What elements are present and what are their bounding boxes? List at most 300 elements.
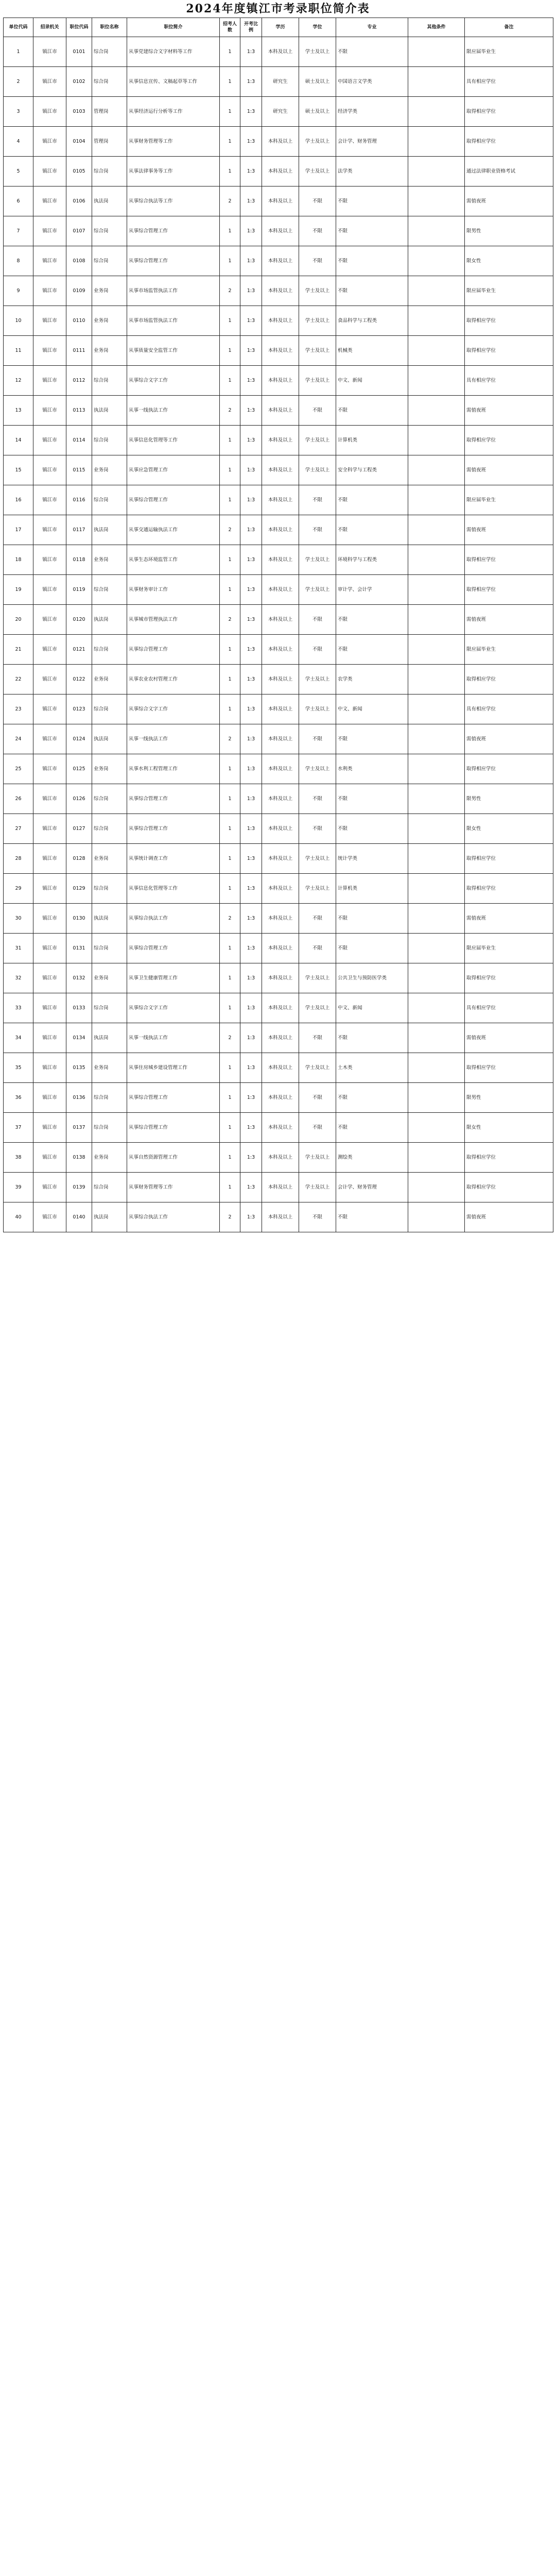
- cell-text: 不限: [312, 527, 322, 533]
- cell-text: 1: [228, 556, 232, 563]
- cell-text: 本科及以上: [268, 347, 293, 353]
- cell-text: 1:3: [247, 646, 255, 652]
- table-row: [4, 1083, 553, 1113]
- cell-intro: [127, 605, 220, 635]
- cell-text: 业务岗: [94, 556, 109, 563]
- cell-text: 从事一线执法工作: [129, 407, 168, 413]
- cell-text: 0134: [73, 1035, 85, 1041]
- cell-name: [92, 904, 127, 934]
- cell-edu: [262, 605, 299, 635]
- cell-degree: [299, 1053, 336, 1083]
- cell-text: 取得相应学位: [466, 885, 496, 891]
- cell-name: [92, 1023, 127, 1053]
- column-header: 专业: [336, 18, 408, 37]
- cell-text: 学士及以上: [305, 1154, 330, 1160]
- cell-text: 1: [228, 1184, 232, 1190]
- column-header: 职位简介: [127, 18, 220, 37]
- cell-text: 具有相应学位: [466, 1005, 496, 1011]
- cell-unit: [33, 246, 66, 276]
- cell-index: 5: [4, 157, 33, 187]
- cell-text: 镇江市: [42, 1064, 57, 1071]
- cell-other: [408, 635, 465, 665]
- cell-major: [336, 993, 408, 1023]
- cell-num: [220, 1053, 240, 1083]
- cell-text: 需值夜班: [466, 616, 486, 622]
- cell-other: [408, 67, 465, 97]
- cell-name: [92, 665, 127, 694]
- cell-text: 需值夜班: [466, 1035, 486, 1041]
- cell-text: 业务岗: [94, 287, 109, 294]
- table-row: [4, 157, 553, 187]
- cell-text: 从事法律事务等工作: [129, 168, 173, 174]
- cell-text: 会计学、财务管理: [338, 138, 377, 144]
- cell-text: 2: [228, 198, 232, 204]
- cell-text: 综合岗: [94, 885, 109, 891]
- cell-text: 不限: [338, 48, 348, 55]
- cell-text: 1:3: [247, 138, 255, 144]
- cell-text: 镇江市: [42, 138, 57, 144]
- cell-text: 0116: [73, 497, 85, 503]
- cell-code: [66, 575, 92, 605]
- cell-name: [92, 754, 127, 784]
- cell-name: [92, 306, 127, 336]
- cell-ratio: [240, 246, 262, 276]
- cell-text: 0102: [73, 78, 85, 84]
- cell-degree: [299, 216, 336, 246]
- cell-degree: [299, 276, 336, 306]
- cell-text: 1:3: [247, 228, 255, 234]
- cell-text: 0104: [73, 138, 85, 144]
- cell-text: 本科及以上: [268, 258, 293, 264]
- cell-code: [66, 605, 92, 635]
- cell-num: [220, 246, 240, 276]
- cell-major: [336, 635, 408, 665]
- cell-ratio: [240, 635, 262, 665]
- cell-note: [465, 216, 553, 246]
- cell-major: [336, 246, 408, 276]
- cell-text: 镇江市: [42, 347, 57, 353]
- table-row: [4, 635, 553, 665]
- cell-text: 不限: [338, 228, 348, 234]
- cell-major: [336, 396, 408, 426]
- cell-text: 综合岗: [94, 945, 109, 951]
- cell-text: 限应届毕业生: [466, 945, 496, 951]
- cell-edu: [262, 276, 299, 306]
- cell-code: [66, 396, 92, 426]
- cell-edu: [262, 934, 299, 963]
- cell-edu: [262, 1173, 299, 1202]
- cell-unit: [33, 575, 66, 605]
- cell-unit: [33, 97, 66, 127]
- cell-text: 从事综合管理工作: [129, 497, 168, 503]
- cell-other: [408, 1202, 465, 1232]
- cell-code: [66, 904, 92, 934]
- cell-text: 1: [228, 945, 232, 951]
- cell-text: 需值夜班: [466, 915, 486, 921]
- cell-text: 0108: [73, 258, 85, 264]
- cell-text: 镇江市: [42, 825, 57, 832]
- cell-text: 镇江市: [42, 108, 57, 114]
- cell-text: 从事综合管理工作: [129, 795, 168, 802]
- cell-text: 0131: [73, 945, 85, 951]
- cell-text: 学士及以上: [305, 48, 330, 55]
- cell-text: 综合岗: [94, 437, 109, 443]
- cell-text: 不限: [338, 646, 348, 652]
- cell-text: 不限: [338, 1124, 348, 1130]
- cell-major: [336, 306, 408, 336]
- cell-text: 综合岗: [94, 706, 109, 712]
- cell-degree: [299, 605, 336, 635]
- cell-degree: [299, 724, 336, 754]
- cell-text: 取得相应学位: [466, 1154, 496, 1160]
- cell-text: 2: [228, 527, 232, 533]
- cell-text: 从事住房城乡建设管理工作: [129, 1064, 188, 1071]
- cell-unit: [33, 485, 66, 515]
- cell-degree: [299, 37, 336, 67]
- cell-intro: [127, 1143, 220, 1173]
- cell-index: 22: [4, 665, 33, 694]
- cell-text: 综合岗: [94, 497, 109, 503]
- cell-intro: [127, 515, 220, 545]
- cell-major: [336, 963, 408, 993]
- cell-edu: [262, 963, 299, 993]
- cell-text: 执法岗: [94, 407, 109, 413]
- cell-ratio: [240, 426, 262, 455]
- cell-degree: [299, 1202, 336, 1232]
- cell-index: 12: [4, 366, 33, 396]
- cell-ratio: [240, 515, 262, 545]
- cell-num: [220, 694, 240, 724]
- cell-text: 从事财务管理等工作: [129, 1184, 173, 1190]
- cell-other: [408, 276, 465, 306]
- cell-text: 本科及以上: [268, 616, 293, 622]
- cell-major: [336, 545, 408, 575]
- cell-text: 从事综合管理工作: [129, 1124, 168, 1130]
- cell-code: [66, 1173, 92, 1202]
- cell-intro: [127, 724, 220, 754]
- cell-text: 0103: [73, 108, 85, 114]
- cell-degree: [299, 246, 336, 276]
- cell-text: 环境科学与工程类: [338, 556, 377, 563]
- cell-text: 不限: [338, 497, 348, 503]
- cell-intro: [127, 485, 220, 515]
- cell-index: 29: [4, 874, 33, 904]
- cell-major: [336, 485, 408, 515]
- cell-unit: [33, 187, 66, 216]
- cell-text: 本科及以上: [268, 407, 293, 413]
- cell-ratio: [240, 1143, 262, 1173]
- cell-intro: [127, 336, 220, 366]
- cell-text: 从事市场监管执法工作: [129, 317, 178, 324]
- cell-edu: [262, 1202, 299, 1232]
- cell-text: 1:3: [247, 676, 255, 682]
- cell-intro: [127, 934, 220, 963]
- cell-major: [336, 1173, 408, 1202]
- cell-text: 0112: [73, 377, 85, 383]
- column-header: 招录机关: [33, 18, 66, 37]
- cell-degree: [299, 426, 336, 455]
- cell-name: [92, 157, 127, 187]
- cell-major: [336, 366, 408, 396]
- table-row: [4, 665, 553, 694]
- cell-text: 不限: [338, 258, 348, 264]
- cell-text: 1:3: [247, 825, 255, 832]
- cell-text: 本科及以上: [268, 885, 293, 891]
- cell-text: 0114: [73, 437, 85, 443]
- cell-text: 从事综合管理工作: [129, 1094, 168, 1100]
- cell-text: 0138: [73, 1154, 85, 1160]
- cell-text: 不限: [338, 527, 348, 533]
- cell-text: 镇江市: [42, 586, 57, 592]
- cell-degree: [299, 396, 336, 426]
- table-row: [4, 814, 553, 844]
- cell-note: [465, 366, 553, 396]
- cell-text: 执法岗: [94, 198, 109, 204]
- cell-text: 镇江市: [42, 975, 57, 981]
- cell-text: 1:3: [247, 287, 255, 294]
- cell-ratio: [240, 784, 262, 814]
- cell-major: [336, 1143, 408, 1173]
- cell-text: 本科及以上: [268, 467, 293, 473]
- cell-num: [220, 396, 240, 426]
- cell-note: [465, 246, 553, 276]
- cell-unit: [33, 306, 66, 336]
- cell-note: [465, 1083, 553, 1113]
- cell-text: 本科及以上: [268, 228, 293, 234]
- cell-name: [92, 694, 127, 724]
- table-row: [4, 724, 553, 754]
- cell-text: 研究生: [273, 108, 288, 114]
- cell-text: 1: [228, 1094, 232, 1100]
- cell-degree: [299, 993, 336, 1023]
- cell-text: 镇江市: [42, 407, 57, 413]
- cell-intro: [127, 784, 220, 814]
- cell-other: [408, 754, 465, 784]
- cell-text: 会计学、财务管理: [338, 1184, 377, 1190]
- cell-code: [66, 1023, 92, 1053]
- cell-text: 1:3: [247, 706, 255, 712]
- cell-text: 硕士及以上: [305, 108, 330, 114]
- cell-other: [408, 127, 465, 157]
- cell-text: 不限: [312, 945, 322, 951]
- cell-text: 具有相应学位: [466, 706, 496, 712]
- cell-text: 本科及以上: [268, 766, 293, 772]
- table-row: [4, 545, 553, 575]
- cell-text: 本科及以上: [268, 706, 293, 712]
- cell-ratio: [240, 844, 262, 874]
- cell-unit: [33, 963, 66, 993]
- cell-note: [465, 37, 553, 67]
- cell-text: 1:3: [247, 1035, 255, 1041]
- cell-code: [66, 216, 92, 246]
- column-header: 其他条件: [408, 18, 465, 37]
- cell-text: 从事生态环境监管工作: [129, 556, 178, 563]
- cell-degree: [299, 754, 336, 784]
- cell-other: [408, 694, 465, 724]
- cell-text: 从事水利工程管理工作: [129, 766, 178, 772]
- cell-num: [220, 963, 240, 993]
- cell-num: [220, 635, 240, 665]
- cell-text: 本科及以上: [268, 1184, 293, 1190]
- cell-text: 研究生: [273, 78, 288, 84]
- cell-name: [92, 97, 127, 127]
- cell-text: 学士及以上: [305, 317, 330, 324]
- cell-text: 镇江市: [42, 706, 57, 712]
- cell-edu: [262, 336, 299, 366]
- table-row: [4, 67, 553, 97]
- cell-other: [408, 1143, 465, 1173]
- cell-intro: [127, 1053, 220, 1083]
- cell-text: 2: [228, 616, 232, 622]
- cell-major: [336, 127, 408, 157]
- cell-num: [220, 665, 240, 694]
- cell-text: 不限: [338, 736, 348, 742]
- cell-text: 管理岗: [94, 108, 109, 114]
- cell-note: [465, 455, 553, 485]
- table-row: [4, 993, 553, 1023]
- cell-unit: [33, 336, 66, 366]
- cell-text: 1:3: [247, 616, 255, 622]
- cell-text: 限女性: [466, 258, 481, 264]
- cell-index: 19: [4, 575, 33, 605]
- cell-text: 从事综合管理工作: [129, 228, 168, 234]
- cell-intro: [127, 814, 220, 844]
- cell-note: [465, 426, 553, 455]
- cell-num: [220, 605, 240, 635]
- cell-other: [408, 515, 465, 545]
- cell-text: 取得相应学位: [466, 556, 496, 563]
- cell-text: 需值夜班: [466, 1214, 486, 1220]
- cell-text: 镇江市: [42, 766, 57, 772]
- cell-text: 不限: [338, 198, 348, 204]
- cell-note: [465, 485, 553, 515]
- column-header: 备注: [465, 18, 553, 37]
- cell-ratio: [240, 874, 262, 904]
- cell-num: [220, 934, 240, 963]
- cell-other: [408, 993, 465, 1023]
- cell-text: 镇江市: [42, 467, 57, 473]
- cell-other: [408, 1173, 465, 1202]
- cell-ratio: [240, 396, 262, 426]
- cell-note: [465, 724, 553, 754]
- cell-ratio: [240, 306, 262, 336]
- cell-edu: [262, 635, 299, 665]
- cell-text: 从事综合文字工作: [129, 706, 168, 712]
- cell-text: 镇江市: [42, 616, 57, 622]
- cell-index: 30: [4, 904, 33, 934]
- cell-major: [336, 37, 408, 67]
- cell-code: [66, 814, 92, 844]
- cell-num: [220, 157, 240, 187]
- cell-unit: [33, 1173, 66, 1202]
- cell-code: [66, 1083, 92, 1113]
- cell-text: 1:3: [247, 407, 255, 413]
- cell-intro: [127, 455, 220, 485]
- cell-text: 1: [228, 706, 232, 712]
- cell-text: 2: [228, 407, 232, 413]
- cell-major: [336, 187, 408, 216]
- cell-major: [336, 1202, 408, 1232]
- cell-unit: [33, 635, 66, 665]
- cell-edu: [262, 993, 299, 1023]
- cell-degree: [299, 187, 336, 216]
- cell-note: [465, 934, 553, 963]
- cell-text: 综合岗: [94, 1094, 109, 1100]
- cell-ratio: [240, 545, 262, 575]
- cell-text: 具有相应学位: [466, 78, 496, 84]
- cell-text: 从事财务审计工作: [129, 586, 168, 592]
- table-row: [4, 575, 553, 605]
- cell-text: 1:3: [247, 915, 255, 921]
- cell-unit: [33, 1113, 66, 1143]
- cell-text: 1: [228, 258, 232, 264]
- cell-text: 1:3: [247, 437, 255, 443]
- cell-text: 1: [228, 78, 232, 84]
- cell-degree: [299, 366, 336, 396]
- cell-text: 镇江市: [42, 48, 57, 55]
- cell-text: 综合岗: [94, 586, 109, 592]
- document-page: [3, 0, 553, 1232]
- cell-intro: [127, 396, 220, 426]
- cell-text: 0126: [73, 795, 85, 802]
- cell-text: 不限: [312, 825, 322, 832]
- cell-text: 本科及以上: [268, 1064, 293, 1071]
- cell-text: 镇江市: [42, 1035, 57, 1041]
- cell-num: [220, 187, 240, 216]
- cell-other: [408, 187, 465, 216]
- cell-text: 镇江市: [42, 497, 57, 503]
- table-row: [4, 366, 553, 396]
- cell-text: 1: [228, 646, 232, 652]
- cell-degree: [299, 1113, 336, 1143]
- cell-index: 18: [4, 545, 33, 575]
- cell-unit: [33, 157, 66, 187]
- cell-text: 从事一线执法工作: [129, 736, 168, 742]
- cell-text: 学士及以上: [305, 377, 330, 383]
- cell-text: 本科及以上: [268, 138, 293, 144]
- cell-ratio: [240, 1173, 262, 1202]
- cell-degree: [299, 963, 336, 993]
- cell-text: 业务岗: [94, 1064, 109, 1071]
- cell-code: [66, 844, 92, 874]
- cell-text: 本科及以上: [268, 1154, 293, 1160]
- cell-degree: [299, 127, 336, 157]
- cell-other: [408, 1083, 465, 1113]
- cell-text: 镇江市: [42, 795, 57, 802]
- cell-text: 取得相应学位: [466, 1064, 496, 1071]
- cell-note: [465, 665, 553, 694]
- cell-name: [92, 426, 127, 455]
- table-row: [4, 396, 553, 426]
- cell-text: 0140: [73, 1214, 85, 1220]
- cell-text: 1: [228, 1154, 232, 1160]
- cell-index: 31: [4, 934, 33, 963]
- cell-text: 本科及以上: [268, 1094, 293, 1100]
- cell-num: [220, 724, 240, 754]
- cell-text: 0121: [73, 646, 85, 652]
- cell-unit: [33, 515, 66, 545]
- cell-edu: [262, 844, 299, 874]
- cell-note: [465, 814, 553, 844]
- cell-edu: [262, 665, 299, 694]
- cell-num: [220, 904, 240, 934]
- cell-text: 镇江市: [42, 945, 57, 951]
- cell-code: [66, 67, 92, 97]
- cell-note: [465, 605, 553, 635]
- cell-edu: [262, 694, 299, 724]
- cell-text: 镇江市: [42, 287, 57, 294]
- cell-text: 1:3: [247, 975, 255, 981]
